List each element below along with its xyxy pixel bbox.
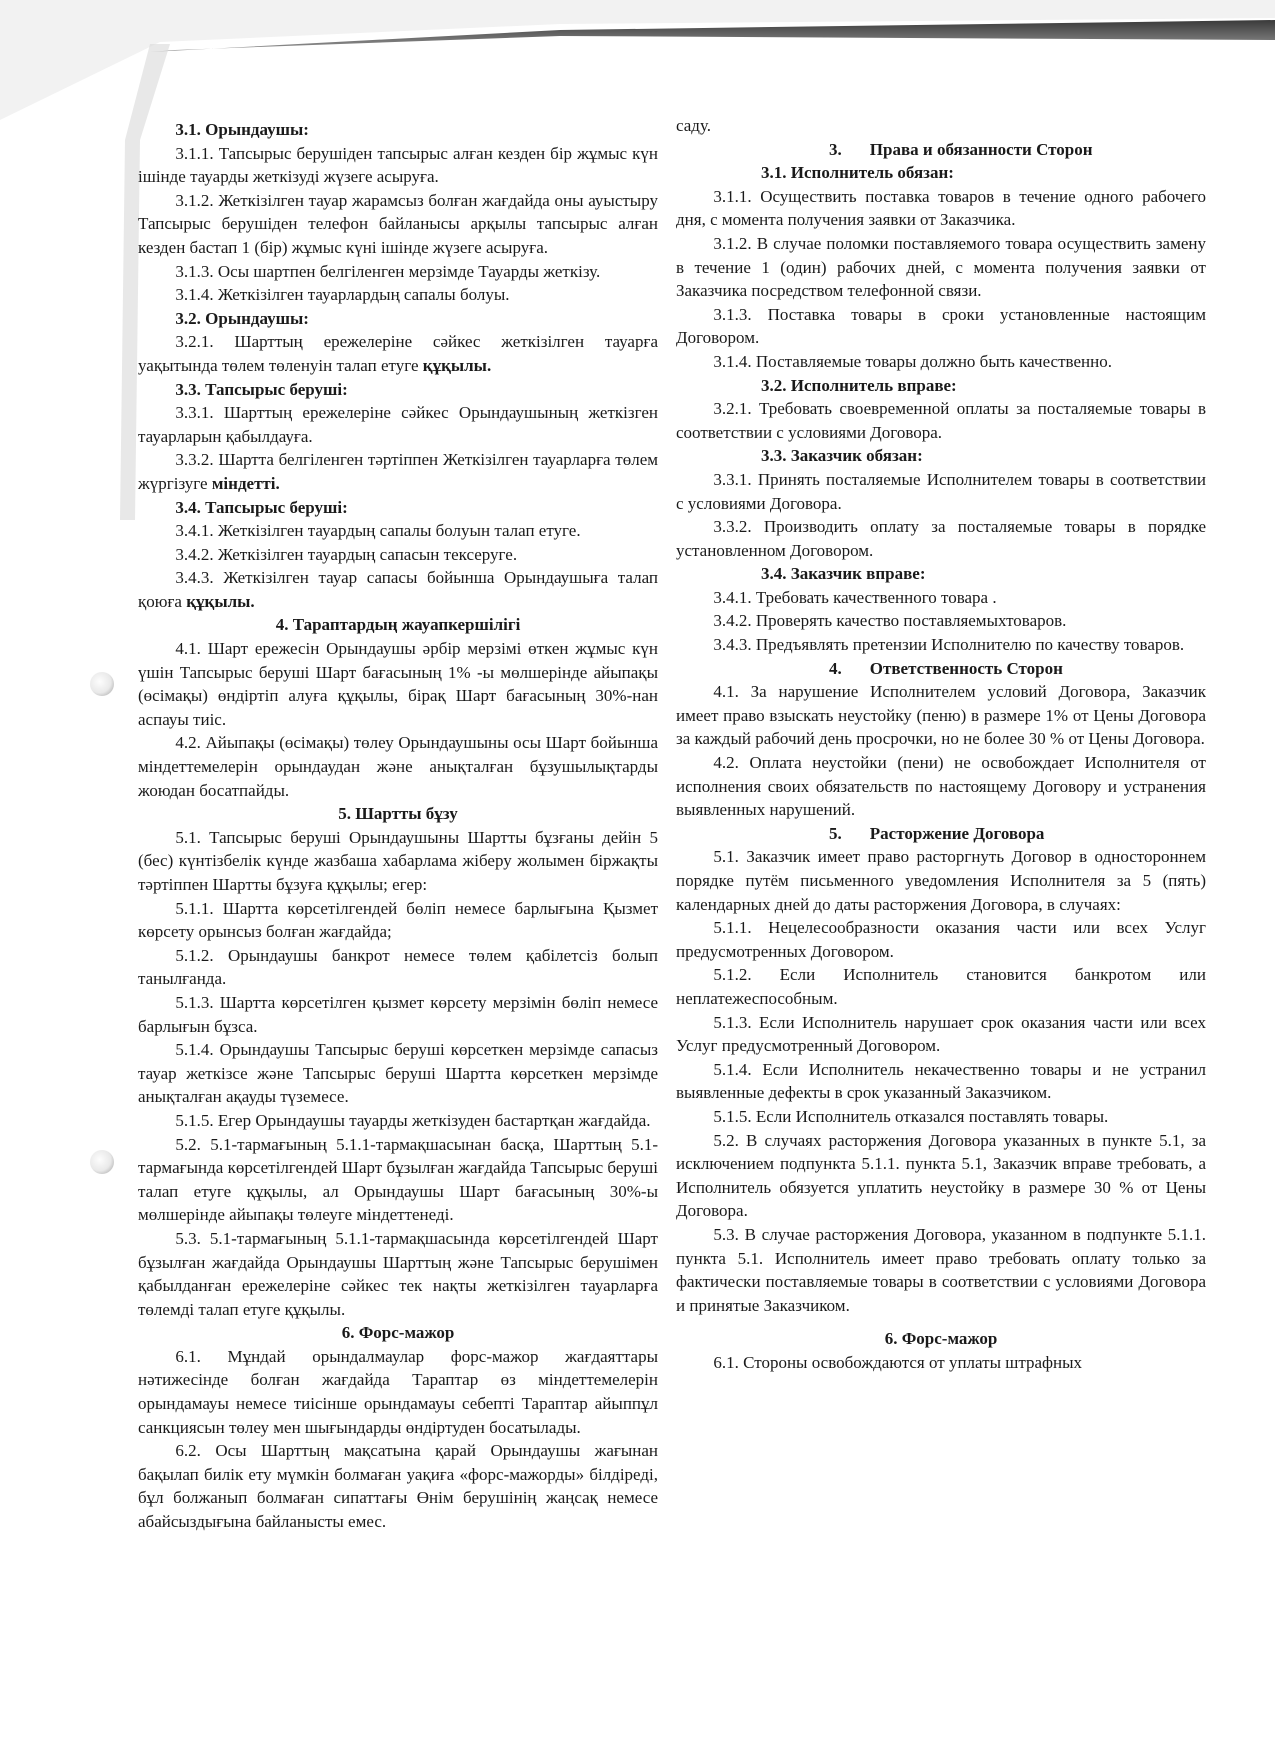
clause-paragraph xyxy=(138,401,658,448)
clause-text: 5.2. В случаях расторжения Договора указанных в пункте 5.1, за исключением подпункта 5.1.1. пункта 5.1, Заказчик вправе требовать, а Исполнитель обязуется уплатить неустойку в размере 30 % от Цены Договора. xyxy=(676,1130,1206,1221)
punch-hole-bottom xyxy=(90,1150,114,1174)
clause-paragraph xyxy=(138,1133,658,1227)
clause-text: 3.1.4. Поставляемые товары должно быть качественно. xyxy=(713,351,1112,371)
clause-paragraph xyxy=(138,1345,658,1439)
clause-text: 3.2.1. Шарттың ережелеріне сәйкес жеткізілген тауарға уақытында төлем төленуін талап етуге xyxy=(138,332,658,375)
clause-text: 5. Шартты бұзу xyxy=(338,804,458,824)
clause-text: 5.1.2. Если Исполнитель становится банкротом или неплатежеспособным. xyxy=(676,965,1206,1008)
clause-paragraph xyxy=(138,519,658,543)
clause-text: 6.1. Мұндай орындалмаулар форс-мажор жағдаяттары нәтижесінде болған жағдайда Тараптар өз міндеттемелерін орындамауы немесе тиісінше орындамауы себепті Тараптар айыппұл санкциясын төлеу мен шығындарды өндіртуден босатылады. xyxy=(138,1346,658,1437)
clause-text: 3.1.3. Осы шартпен белгіленген мерзімде Тауарды жеткізу. xyxy=(175,261,601,281)
clause-paragraph xyxy=(676,1105,1206,1129)
clause-text: Расторжение Договора xyxy=(869,823,1045,843)
subsection-heading xyxy=(676,374,1206,398)
clause-paragraph xyxy=(676,609,1206,633)
section-heading xyxy=(676,657,1206,681)
section-heading xyxy=(676,1327,1206,1351)
clause-paragraph xyxy=(138,637,658,731)
subsection-heading xyxy=(138,307,658,331)
clause-paragraph xyxy=(138,448,658,495)
subsection-heading xyxy=(676,562,1206,586)
clause-paragraph xyxy=(138,260,658,284)
emphasis-text: құқылы. xyxy=(186,591,255,611)
clause-text: 3.4.1. Требовать качественного товара . xyxy=(713,587,997,607)
section-heading xyxy=(138,802,658,826)
clause-text: 5.1. Тапсырыс беруші Орындаушыны Шартты бұзғаны дейін 5 (бес) күнтізбелік күнде жазбаша хабарлама жіберу жолымен біржақты тәртіппен Шартты бұзуға құқылы; егер: xyxy=(138,827,658,894)
clause-text: 3.2.1. Требовать своевременной оплаты за посталяемые товары в соответствии с условиями Договора. xyxy=(676,399,1206,442)
section-heading xyxy=(676,822,1206,846)
clause-text: 3.3. Тапсырыс беруші: xyxy=(175,379,348,399)
clause-paragraph xyxy=(138,731,658,802)
clause-paragraph xyxy=(138,1038,658,1109)
clause-text: 3.4.1. Жеткізілген тауардың сапалы болуын талап етуге. xyxy=(175,521,581,541)
clause-text: 3.4.2. Жеткізілген тауардың сапасын тексеруге. xyxy=(175,544,518,564)
clause-text: 3.1. Исполнитель обязан: xyxy=(761,163,954,183)
clause-text: 5.1.4. Орындаушы Тапсырыс беруші көрсеткен мерзімде сапасыз тауар жеткізсе және Тапсырыс беруші Шартта көрсеткен мерзімде анықталған ақауды түземесе. xyxy=(138,1040,658,1107)
clause-text: 6. Форс-мажор xyxy=(341,1323,455,1343)
clause-text: 3.1. Орындаушы: xyxy=(175,120,309,139)
clause-text: 4.2. Айыпақы (өсімақы) төлеу Орындаушыны осы Шарт бойынша міндеттемелерін орындаудан және анықталған бұзушылықтарды жоюдан босатпайды. xyxy=(138,733,658,800)
clause-paragraph xyxy=(138,826,658,897)
clause-paragraph xyxy=(676,468,1206,515)
clause-text: 4. Тараптардың жауапкершілігі xyxy=(275,615,521,635)
clause-text: 3.3. Заказчик обязан: xyxy=(761,446,923,466)
section-heading xyxy=(676,138,1206,162)
clause-text: 5.1.1. Нецелесообразности оказания части или всех Услуг предусмотренных Договором. xyxy=(676,918,1206,961)
section-heading xyxy=(138,613,658,637)
section-number: 4. xyxy=(829,658,842,678)
clause-text: 6.2. Осы Шарттың мақсатына қарай Орындаушы жағынан бақылап билік ету мүмкін болмаған уақиға «форс-мажорды» білдіреді, бұл болжанып болмаған сипаттағы Өнім берушінің жаңсақ немесе абайсыздығына байланысты емес. xyxy=(138,1441,658,1532)
subsection-heading xyxy=(138,378,658,402)
punch-hole-top xyxy=(90,672,114,696)
clause-text: 3.1.1. Осуществить поставка товаров в течение одного рабочего дня, с момента получения заявки от Заказчика. xyxy=(676,186,1206,230)
subsection-heading xyxy=(676,444,1206,468)
clause-paragraph xyxy=(138,142,658,189)
clause-text: 3.4. Тапсырыс беруші: xyxy=(175,497,348,517)
emphasis-text: міндетті. xyxy=(211,473,280,493)
clause-paragraph xyxy=(676,751,1206,822)
clause-paragraph xyxy=(676,1351,1206,1375)
clause-text: 5.1.5. Если Исполнитель отказался поставлять товары. xyxy=(713,1106,1109,1126)
subsection-heading xyxy=(138,496,658,520)
clause-paragraph xyxy=(138,330,658,377)
clause-text: 5.1.3. Если Исполнитель нарушает срок оказания части или всех Услуг предусмотренный Договором. xyxy=(676,1012,1206,1056)
clause-text: 3.1.3. Поставка товары в сроки установленные настоящим Договором. xyxy=(676,304,1206,348)
clause-text: 3.2. Исполнитель вправе: xyxy=(761,375,957,395)
clause-paragraph xyxy=(676,515,1206,562)
clause-paragraph xyxy=(138,1227,658,1321)
clause-text: 3.3.2. Шартта белгіленген тәртіппен Жеткізілген тауарларға төлем жүргізуге xyxy=(138,450,658,493)
clause-paragraph xyxy=(138,543,658,567)
clause-text: 6.1. Стороны освобождаются от уплаты штрафных xyxy=(713,1352,1083,1372)
clause-paragraph xyxy=(676,633,1206,657)
clause-text: 3.1.1. Тапсырыс берушіден тапсырыс алған кезден бір жұмыс күн ішінде тауарды жеткізуді жүзеге асыруға. xyxy=(138,143,658,187)
clause-text: 4.1. За нарушение Исполнителем условий Договора, Заказчик имеет право взыскать неустойку (пеню) в размере 1% от Цены Договора за каждый рабочий день просрочки, но не более 30 % от Цены Договора. xyxy=(676,682,1206,749)
clause-paragraph xyxy=(676,350,1206,374)
clause-text: 3.1.2. Жеткізілген тауар жарамсыз болған жағдайда оны ауыстыру Тапсырыс берушіден телефон байланысы арқылы тапсырыс алған кезден бастап 1 (бір) жұмыс күні ішінде жүзеге асыруға. xyxy=(138,190,658,257)
clause-text: 5.2. 5.1-тармағының 5.1.1-тармақшасынан басқа, Шарттың 5.1-тармағында көрсетілгендей Шарт бұзылған жағдайда Тапсырыс беруші талап етуге құқылы, ал Орындаушы Шарт бағасының 30%-ы мөлшерінде айыпақы төлеуге міндеттенеді. xyxy=(138,1134,658,1225)
clause-paragraph xyxy=(676,1129,1206,1223)
clause-paragraph xyxy=(138,1439,658,1533)
clause-text: 3.4.3. Предъявлять претензии Исполнителю по качеству товаров. xyxy=(713,635,1185,655)
clause-text: Ответственность Сторон xyxy=(869,658,1063,678)
clause-text: 3.2. Орындаушы: xyxy=(175,308,309,328)
clause-text: 3.4.3. Жеткізілген тауар сапасы бойынша Орындаушыға талап қоюға xyxy=(138,568,658,611)
subsection-heading xyxy=(676,161,1206,185)
clause-text: саду. xyxy=(676,116,711,135)
clause-paragraph xyxy=(676,1011,1206,1058)
clause-text: 3.1.4. Жеткізілген тауарлардың сапалы болуы. xyxy=(175,285,510,305)
clause-text: 5.3. В случае расторжения Договора, указанном в подпункте 5.1.1. пункта 5.1. Исполнитель имеет право требовать оплату только за фактически поставляемые товары в соответствии с условиями Договора и принятые Заказчиком. xyxy=(676,1224,1206,1315)
clause-text: 5.1.3. Шартта көрсетілген қызмет көрсету мерзімін бөліп немесе барлығын бұзса. xyxy=(138,992,658,1036)
clause-text: 5.1.5. Егер Орындаушы тауарды жеткізуден бастартқан жағдайда. xyxy=(175,1110,651,1130)
clause-paragraph xyxy=(676,397,1206,444)
clause-paragraph xyxy=(138,991,658,1038)
clause-paragraph xyxy=(138,1109,658,1133)
clause-paragraph xyxy=(138,566,658,613)
clause-paragraph xyxy=(676,114,1206,138)
clause-text: Права и обязанности Сторон xyxy=(869,139,1093,159)
clause-paragraph xyxy=(676,963,1206,1010)
section-heading xyxy=(138,1321,658,1345)
russian-column xyxy=(676,114,1206,1374)
clause-text: 5.1. Заказчик имеет право расторгнуть Договор в одностороннем порядке путём письменного уведомления Исполнителя за 5 (пять) календарных дней до даты расторжения Договора, в случаях: xyxy=(676,847,1206,914)
spacer xyxy=(676,1317,1206,1327)
clause-paragraph xyxy=(676,845,1206,916)
clause-text: 3.3.1. Принять посталяемые Исполнителем товары в соответствии с условиями Договора. xyxy=(676,469,1206,513)
kazakh-column xyxy=(138,118,658,1534)
clause-paragraph xyxy=(676,185,1206,232)
section-number: 3. xyxy=(829,139,842,159)
clause-text: 3.3.1. Шарттың ережелеріне сәйкес Орындаушының жеткізген тауарларын қабылдауға. xyxy=(138,403,658,446)
clause-paragraph xyxy=(138,944,658,991)
clause-text: 5.3. 5.1-тармағының 5.1.1-тармақшасында көрсетілгендей Шарт бұзылған жағдайда Орындаушы Шарттың және Тапсырыс берушімен қабылданған ережелеріне сәйкес тек нақты жеткізілген тауарларға төлемді талап етуге құқылы. xyxy=(138,1228,658,1319)
clause-paragraph xyxy=(676,303,1206,350)
clause-text: 6. Форс-мажор xyxy=(884,1329,998,1349)
clause-paragraph xyxy=(138,189,658,260)
section-number: 5. xyxy=(829,823,842,843)
clause-text: 3.4.2. Проверять качество поставляемыхтоваров. xyxy=(713,611,1067,631)
emphasis-text: құқылы. xyxy=(422,355,492,375)
clause-paragraph xyxy=(676,680,1206,751)
clause-paragraph xyxy=(138,897,658,944)
clause-paragraph xyxy=(676,916,1206,963)
clause-paragraph xyxy=(138,283,658,307)
subsection-heading xyxy=(138,118,658,142)
clause-paragraph xyxy=(676,1058,1206,1105)
clause-text: 5.1.1. Шартта көрсетілгендей бөліп немесе барлығына Қызмет көрсету орынсыз болған жағдайда; xyxy=(138,898,658,942)
clause-paragraph xyxy=(676,586,1206,610)
clause-text: 4.2. Оплата неустойки (пени) не освобождает Исполнителя от исполнения своих обязательств по настоящему Договору и устранения выявленных нарушений. xyxy=(676,753,1206,820)
clause-text: 4.1. Шарт ережесін Орындаушы әрбір мерзімі өткен жұмыс күн үшін Тапсырыс беруші Шарт бағасының 1% -ы мөлшерінде айыпақы (өсімақы) өндіртіп алуға құқылы, бірақ Шарт бағасының 30%-нан аспауы тиіс. xyxy=(138,639,658,729)
clause-text: 5.1.2. Орындаушы банкрот немесе төлем қабілетсіз болып танылғанда. xyxy=(138,945,658,989)
clause-text: 3.1.2. В случае поломки поставляемого товара осуществить замену в течение 1 (один) рабочих дней, с момента получения заявки от Заказчика посредством телефонной связи. xyxy=(676,233,1206,301)
clause-paragraph xyxy=(676,232,1206,303)
clause-text: 5.1.4. Если Исполнитель некачественно товары и не устранил выявленные дефекты в срок указанный Заказчиком. xyxy=(676,1059,1206,1103)
clause-paragraph xyxy=(676,1223,1206,1317)
clause-text: 3.3.2. Производить оплату за посталяемые товары в порядке установленном Договором. xyxy=(676,517,1206,560)
clause-text: 3.4. Заказчик вправе: xyxy=(761,564,926,584)
